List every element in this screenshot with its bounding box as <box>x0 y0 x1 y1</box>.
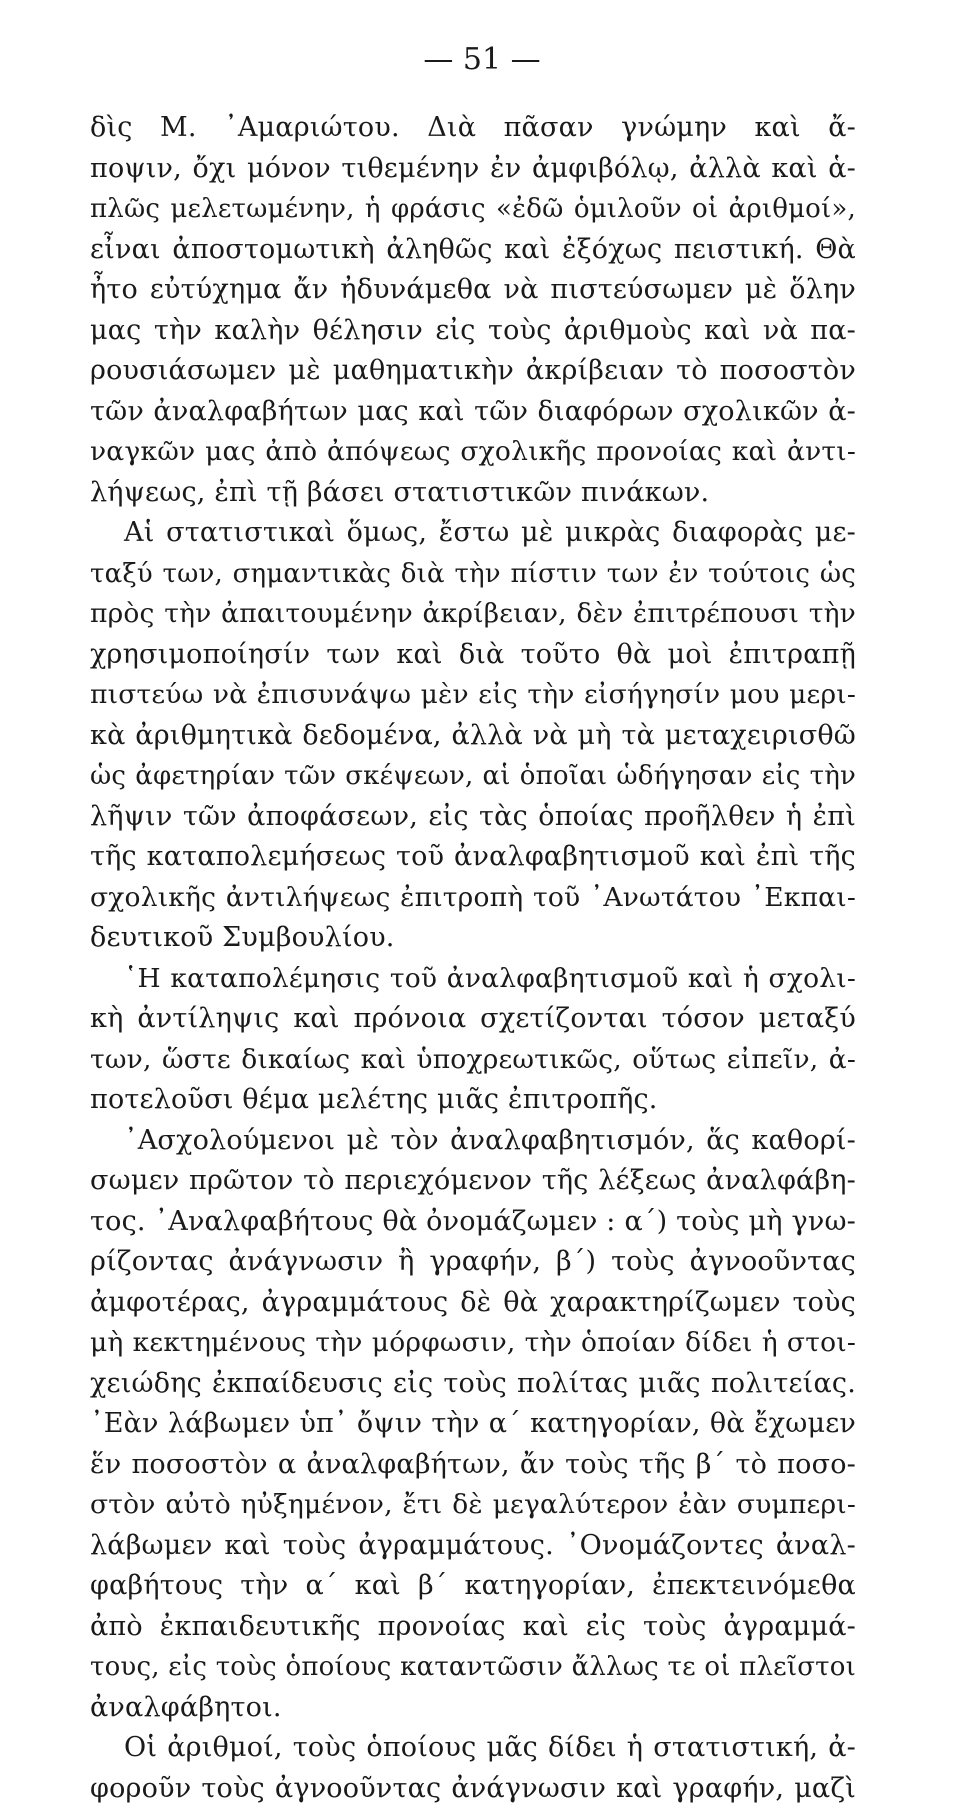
text-line: ρίζοντας ἀνάγνωσιν ἢ γραφήν, β΄) τοὺς ἀγνοοῦντας <box>90 1242 856 1283</box>
text-line: ποψιν, ὄχι μόνον τιθεμένην ἐν ἀμφιβόλῳ, ἀλλὰ καὶ ἁ- <box>90 149 856 190</box>
text-line: λάβωμεν καὶ τοὺς ἀγραμμάτους. ᾿Ονομάζοντες ἀναλ- <box>90 1526 856 1567</box>
text-line: τος. ᾿Αναλφαβήτους θὰ ὀνομάζωμεν : α΄) τοὺς μὴ γνω- <box>90 1202 856 1243</box>
text-line: χρησιμοποίησίν των καὶ διὰ τοῦτο θὰ μοὶ ἐπιτραπῇ <box>90 635 856 676</box>
text-line: ἕν ποσοστὸν α ἀναλφαβήτων, ἄν τοὺς τῆς β΄ τὸ ποσο- <box>90 1445 856 1486</box>
text-line: των, ὥστε δικαίως καὶ ὑποχρεωτικῶς, οὕτως εἰπεῖν, ἀ- <box>90 1040 856 1081</box>
text-line: φαβήτους τὴν α΄ καὶ β΄ κατηγορίαν, ἐπεκτεινόμεθα <box>90 1566 856 1607</box>
text-line: φοροῦν τοὺς ἀγνοοῦντας ἀνάγνωσιν καὶ γραφήν, μαζὶ <box>90 1769 856 1809</box>
text-line: μὴ κεκτημένους τὴν μόρφωσιν, τὴν ὁποίαν δίδει ἡ στοι- <box>90 1323 856 1364</box>
text-line: ἀναλφάβητοι. <box>90 1688 856 1729</box>
text-line: δὶς Μ. ᾿Αμαριώτου. Διὰ πᾶσαν γνώμην καὶ ἄ- <box>90 108 856 149</box>
text-line: ἦτο εὐτύχημα ἄν ἠδυνάμεθα νὰ πιστεύσωμεν μὲ ὅλην <box>90 270 856 311</box>
text-line: πρὸς τὴν ἀπαιτουμένην ἀκρίβειαν, δὲν ἐπιτρέπουσι τὴν <box>90 594 856 635</box>
text-line: ποτελοῦσι θέμα μελέτης μιᾶς ἐπιτροπῆς. <box>90 1080 856 1121</box>
text-line: ᾿Ασχολούμενοι μὲ τὸν ἀναλφαβητισμόν, ἅς καθορί- <box>90 1121 856 1162</box>
text-line: σωμεν πρῶτον τὸ περιεχόμενον τῆς λέξεως ἀναλφάβη- <box>90 1161 856 1202</box>
text-line: στὸν αὐτὸ ηὐξημένον, ἔτι δὲ μεγαλύτερον ἐὰν συμπερι- <box>90 1485 856 1526</box>
text-line: τῆς καταπολεμήσεως τοῦ ἀναλφαβητισμοῦ καὶ ἐπὶ τῆς <box>90 837 856 878</box>
text-line: ὡς ἀφετηρίαν τῶν σκέψεων, αἱ ὁποῖαι ὡδήγησαν εἰς τὴν <box>90 756 856 797</box>
text-line: χειώδης ἐκπαίδευσις εἰς τοὺς πολίτας μιᾶς πολιτείας. <box>90 1364 856 1405</box>
text-line: ναγκῶν μας ἀπὸ ἀπόψεως σχολικῆς προνοίας καὶ ἀντι- <box>90 432 856 473</box>
text-line: ἀμφοτέρας, ἀγραμμάτους δὲ θὰ χαρακτηρίζωμεν τοὺς <box>90 1283 856 1324</box>
text-line: δευτικοῦ Συμβουλίου. <box>90 918 856 959</box>
text-line: ταξύ των, σημαντικὰς διὰ τὴν πίστιν των ἐν τούτοις ὡς <box>90 554 856 595</box>
text-line: κὴ ἀντίληψις καὶ πρόνοια σχετίζονται τόσον μεταξύ <box>90 999 856 1040</box>
text-line: ἀπὸ ἐκπαιδευτικῆς προνοίας καὶ εἰς τοὺς ἀγραμμά- <box>90 1607 856 1648</box>
text-line: σχολικῆς ἀντιλήψεως ἐπιτροπὴ τοῦ ᾿Ανωτάτου ᾿Εκπαι- <box>90 878 856 919</box>
text-line: ᾿Εὰν λάβωμεν ὑπ᾿ ὄψιν τὴν α΄ κατηγορίαν, θὰ ἔχωμεν <box>90 1404 856 1445</box>
body-text <box>90 108 856 1809</box>
page-number: — 51 — <box>0 40 964 80</box>
text-line: τῶν ἀναλφαβήτων μας καὶ τῶν διαφόρων σχολικῶν ἀ- <box>90 392 856 433</box>
text-line: ῾Η καταπολέμησις τοῦ ἀναλφαβητισμοῦ καὶ ἡ σχολι- <box>90 959 856 1000</box>
text-line: κὰ ἀριθμητικὰ δεδομένα, ἀλλὰ νὰ μὴ τὰ μεταχειρισθῶ <box>90 716 856 757</box>
text-line: εἶναι ἀποστομωτικὴ ἀληθῶς καὶ ἐξόχως πειστική. Θὰ <box>90 230 856 271</box>
text-line: ρουσιάσωμεν μὲ μαθηματικὴν ἀκρίβειαν τὸ ποσοστὸν <box>90 351 856 392</box>
text-line: λήψεως, ἐπὶ τῇ βάσει στατιστικῶν πινάκων. <box>90 473 856 514</box>
text-line: μας τὴν καλὴν θέλησιν εἰς τοὺς ἀριθμοὺς καὶ νὰ πα- <box>90 311 856 352</box>
text-line: τους, εἰς τοὺς ὁποίους καταντῶσιν ἄλλως τε οἱ πλεῖστοι <box>90 1647 856 1688</box>
text-line: Αἱ στατιστικαὶ ὅμως, ἔστω μὲ μικρὰς διαφορὰς με- <box>90 513 856 554</box>
text-line: πλῶς μελετωμένην, ἡ φράσις «ἐδῶ ὁμιλοῦν οἱ ἀριθμοί», <box>90 189 856 230</box>
text-line: Οἱ ἀριθμοί, τοὺς ὁποίους μᾶς δίδει ἡ στατιστική, ἀ- <box>90 1728 856 1769</box>
text-line: λῆψιν τῶν ἀποφάσεων, εἰς τὰς ὁποίας προῆλθεν ἡ ἐπὶ <box>90 797 856 838</box>
text-line: πιστεύω νὰ ἐπισυνάψω μὲν εἰς τὴν εἰσήγησίν μου μερι- <box>90 675 856 716</box>
